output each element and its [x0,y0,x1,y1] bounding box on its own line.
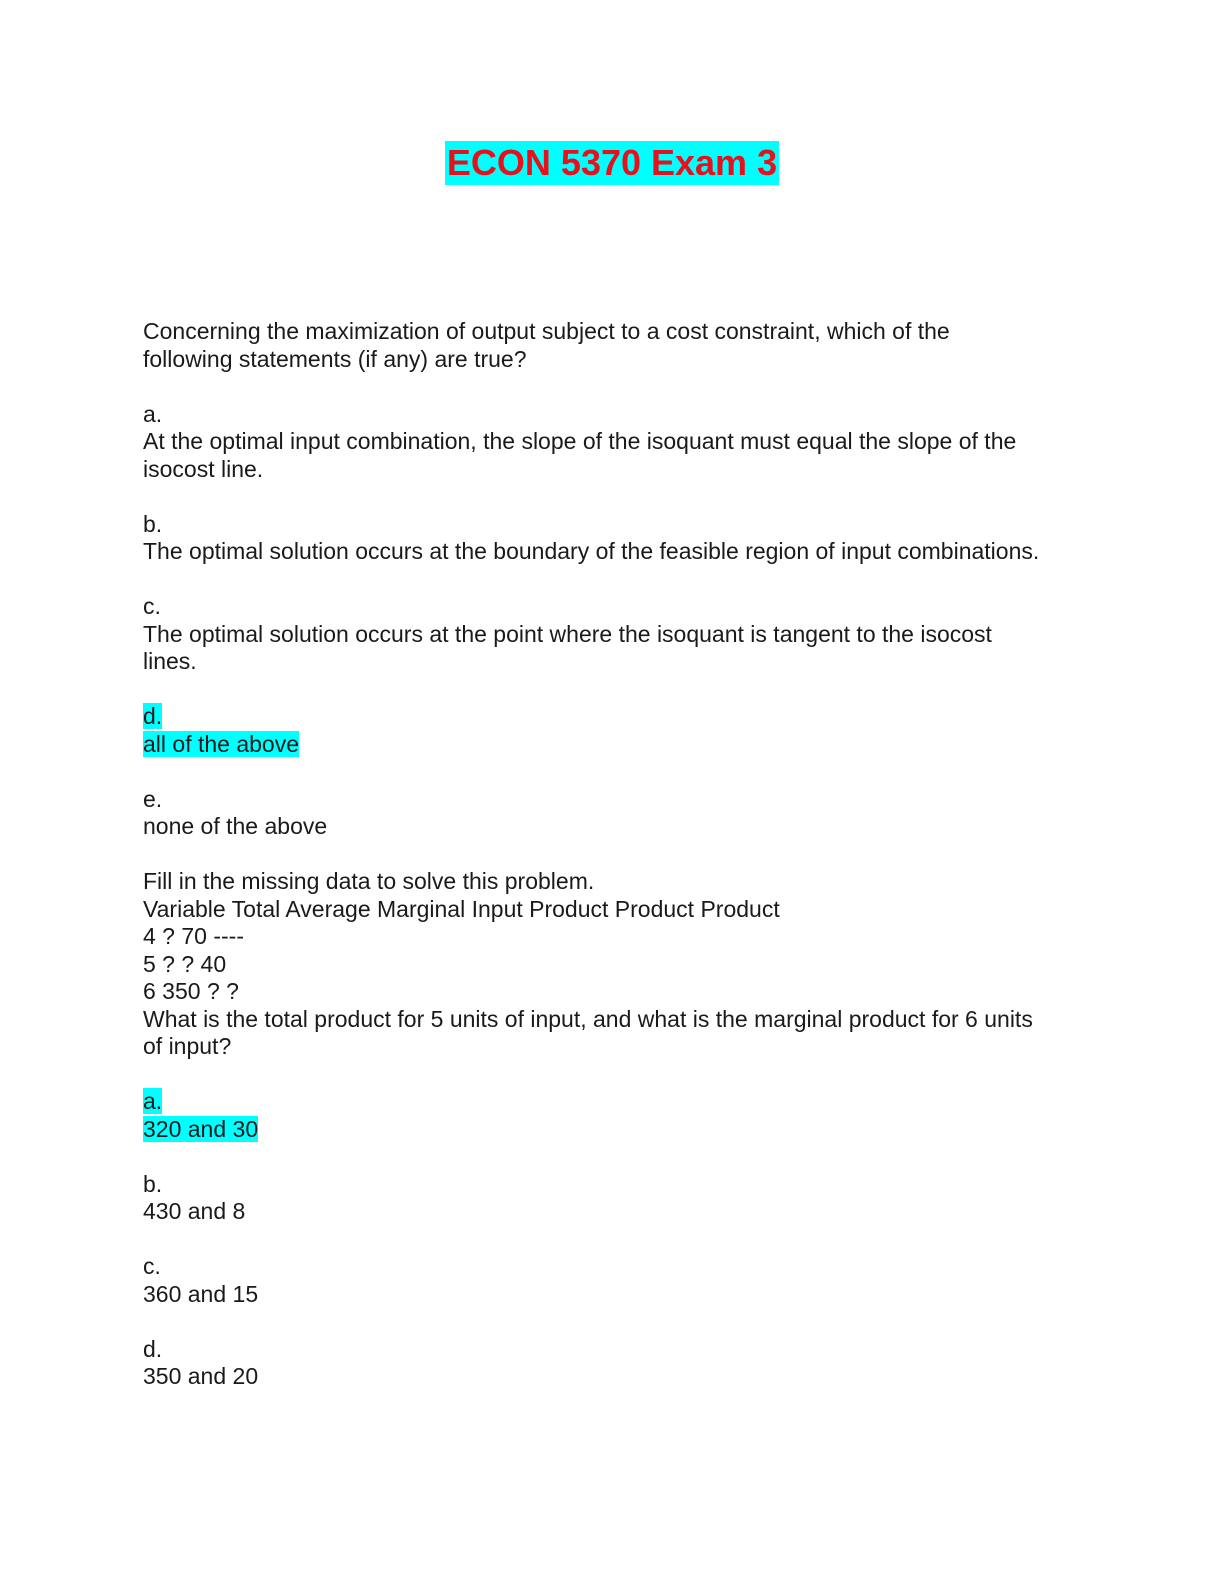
option-text-line: The optimal solution occurs at the boundary of the feasible region of input combinations. [143,538,1040,564]
question-stem-line: following statements (if any) are true? [143,345,527,372]
option-letter: b. [143,1170,163,1197]
option-d-correct [143,703,1083,758]
option-a [143,401,1083,484]
option-text-line: isocost line. [143,455,264,482]
question-2 [143,868,1083,1391]
option-letter: d. [143,703,163,729]
question-stem-line: of input? [143,1033,232,1059]
question-stem-line: Concerning the maximization of output subject to a cost constraint, which of the [143,318,950,344]
question-stem-line: 6 350 ? ? [143,978,239,1004]
option-letter: d. [143,1335,163,1362]
option-letter: c. [143,593,161,619]
question-stem-line: 4 ? 70 ---- [143,923,244,949]
option-text-line: 320 and 30 [143,1115,259,1142]
option-text-line: none of the above [143,813,328,839]
option-a-correct [143,1088,1083,1143]
option-letter: a. [143,400,163,427]
option-letter: b. [143,510,163,537]
option-b [143,511,1083,566]
option-d [143,1336,1083,1391]
option-text-line: lines. [143,648,197,674]
option-letter: c. [143,1253,161,1279]
question-1 [143,318,1083,841]
option-c [143,1253,1083,1308]
question-stem-line: Variable Total Average Marginal Input Product Product Product [143,895,780,922]
option-text-line: At the optimal input combination, the slope of the isoquant must equal the slope of the [143,428,1017,454]
option-letter: a. [143,1088,163,1114]
option-c [143,593,1083,676]
option-text-line: The optimal solution occurs at the point where the isoquant is tangent to the isocost [143,620,992,647]
question-stem-line: Fill in the missing data to solve this problem. [143,868,595,894]
title-container [0,141,1224,185]
option-text-line: 360 and 15 [143,1280,259,1307]
option-b [143,1171,1083,1226]
option-letter: e. [143,785,163,812]
option-e [143,786,1083,841]
option-text-line: all of the above [143,730,300,757]
question-stem-line: 5 ? ? 40 [143,950,227,977]
page-title: ECON 5370 Exam 3 [446,142,778,183]
question-stem-line: What is the total product for 5 units of input, and what is the marginal product for 6 units [143,1005,1033,1032]
option-text-line: 430 and 8 [143,1198,246,1224]
exam-content [143,318,1083,1391]
option-text-line: 350 and 20 [143,1363,259,1389]
